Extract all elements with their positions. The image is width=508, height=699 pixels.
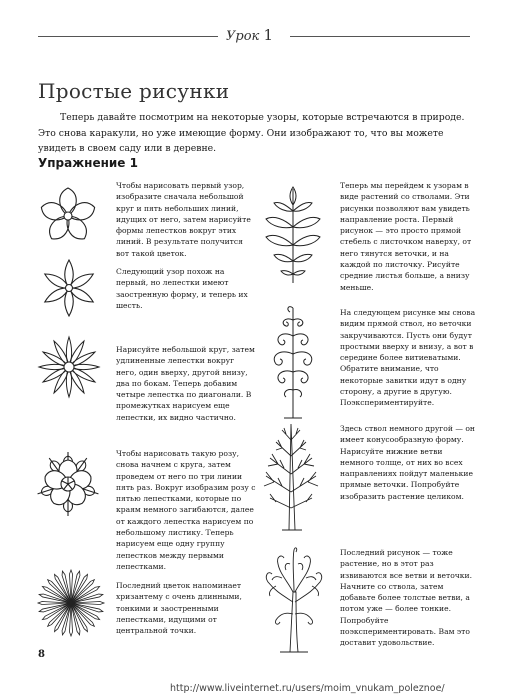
- right-text-4: Последний рисунок — тоже растение, но в этот раз извиваются все ветви и веточки. Начните со ствола, затем добавьте более толстые ветви, а потом уже — более тонкие. Попробуйте поэкспериментировать. Вам это доставит удовольствие.: [340, 548, 473, 648]
- section-title: Простые рисунки: [38, 79, 230, 103]
- lesson-number: 1: [263, 26, 273, 44]
- twelve-petal-flower-icon: [36, 334, 102, 400]
- left-text-2: Следующий узор похож на первый, но лепестки имеют заостренную форму, и теперь их шесть.: [116, 267, 248, 310]
- left-text-3: Нарисуйте небольшой круг, затем удлиненные лепестки вокруг него, один вверху, другой внизу, два по бокам. Теперь добавим четыре лепестка по диагонали. В промежутках нарисуем еще лепестки, их видно частично.: [116, 345, 255, 422]
- left-text-1: Чтобы нарисовать первый узор, изобразите сначала небольшой круг и пять небольших линий, идущих от него, затем нарисуйте формы лепестков вокруг этих линий. В результате получится вот такой цветок.: [116, 181, 251, 258]
- header-rule-right: [290, 36, 470, 37]
- chrysanthemum-icon: [36, 568, 106, 638]
- five-petal-flower-icon: [36, 184, 100, 248]
- intro-line-1: Теперь давайте посмотрим на некоторые узоры, которые встречаются в природе.: [60, 112, 465, 123]
- right-text-1: Теперь мы перейдем к узорам в виде растений со стволами. Эти рисунки позволяют вам увидеть направление роста. Первый рисунок — это просто прямой стебель с листочком наверху, от него тянутся веточки, и на каждой по листочку. Рисуйте средние листья больше, а внизу меньше.: [340, 181, 472, 292]
- page-number: 8: [38, 649, 45, 660]
- six-petal-flower-icon: [38, 257, 100, 319]
- spiral-tree-icon: [262, 300, 324, 420]
- leafy-stem-icon: [260, 183, 326, 287]
- right-text-2: На следующем рисунке мы снова видим прямой ствол, но веточки закручиваются. Пусть они будут простыми вверху и внизу, а вот в середине более витиеватыми. Обратите внимание, что некоторые завитки идут в одну сторону, а другие в другую. Поэкспериментируйте.: [340, 308, 476, 408]
- rose-icon: [32, 448, 104, 520]
- lesson-label: Урок: [226, 29, 260, 44]
- footer-url: http://www.liveinternet.ru/users/moim_vnukam_poleznoe/: [170, 683, 445, 694]
- lesson-header: [226, 26, 273, 44]
- exercise-title: Упражнение 1: [38, 156, 138, 170]
- header-rule-left: [38, 36, 218, 37]
- left-text-5: Последний цветок напоминает хризантему с очень длинными, тонкими и заостренными лепестками, идущими от центральной точки.: [116, 581, 242, 636]
- bushy-tree-icon: [258, 542, 330, 654]
- cone-tree-icon: [256, 420, 328, 532]
- intro-paragraph: [38, 110, 468, 157]
- right-text-3: Здесь ствол немного другой — он имеет конусообразную форму. Нарисуйте нижние ветви немного толще, от них во всех направлениях пойдут маленькие прямые веточки. Попробуйте изобразить растение целиком.: [340, 424, 475, 501]
- left-text-4: Чтобы нарисовать такую розу, снова начнем с круга, затем проведем от него по три линии пять раз. Вокруг изобразим розу с пятью лепестками, которые по краям немного загибаются, далее от каждого лепестка нарисуем по небольшому листику. Теперь нарисуем еще одну группу лепестков между первыми лепестками.: [116, 449, 256, 571]
- intro-line-2: Это снова каракули, но уже имеющие форму. Они изображают то, что вы можете увидеть в своем саду или в деревне.: [38, 127, 444, 154]
